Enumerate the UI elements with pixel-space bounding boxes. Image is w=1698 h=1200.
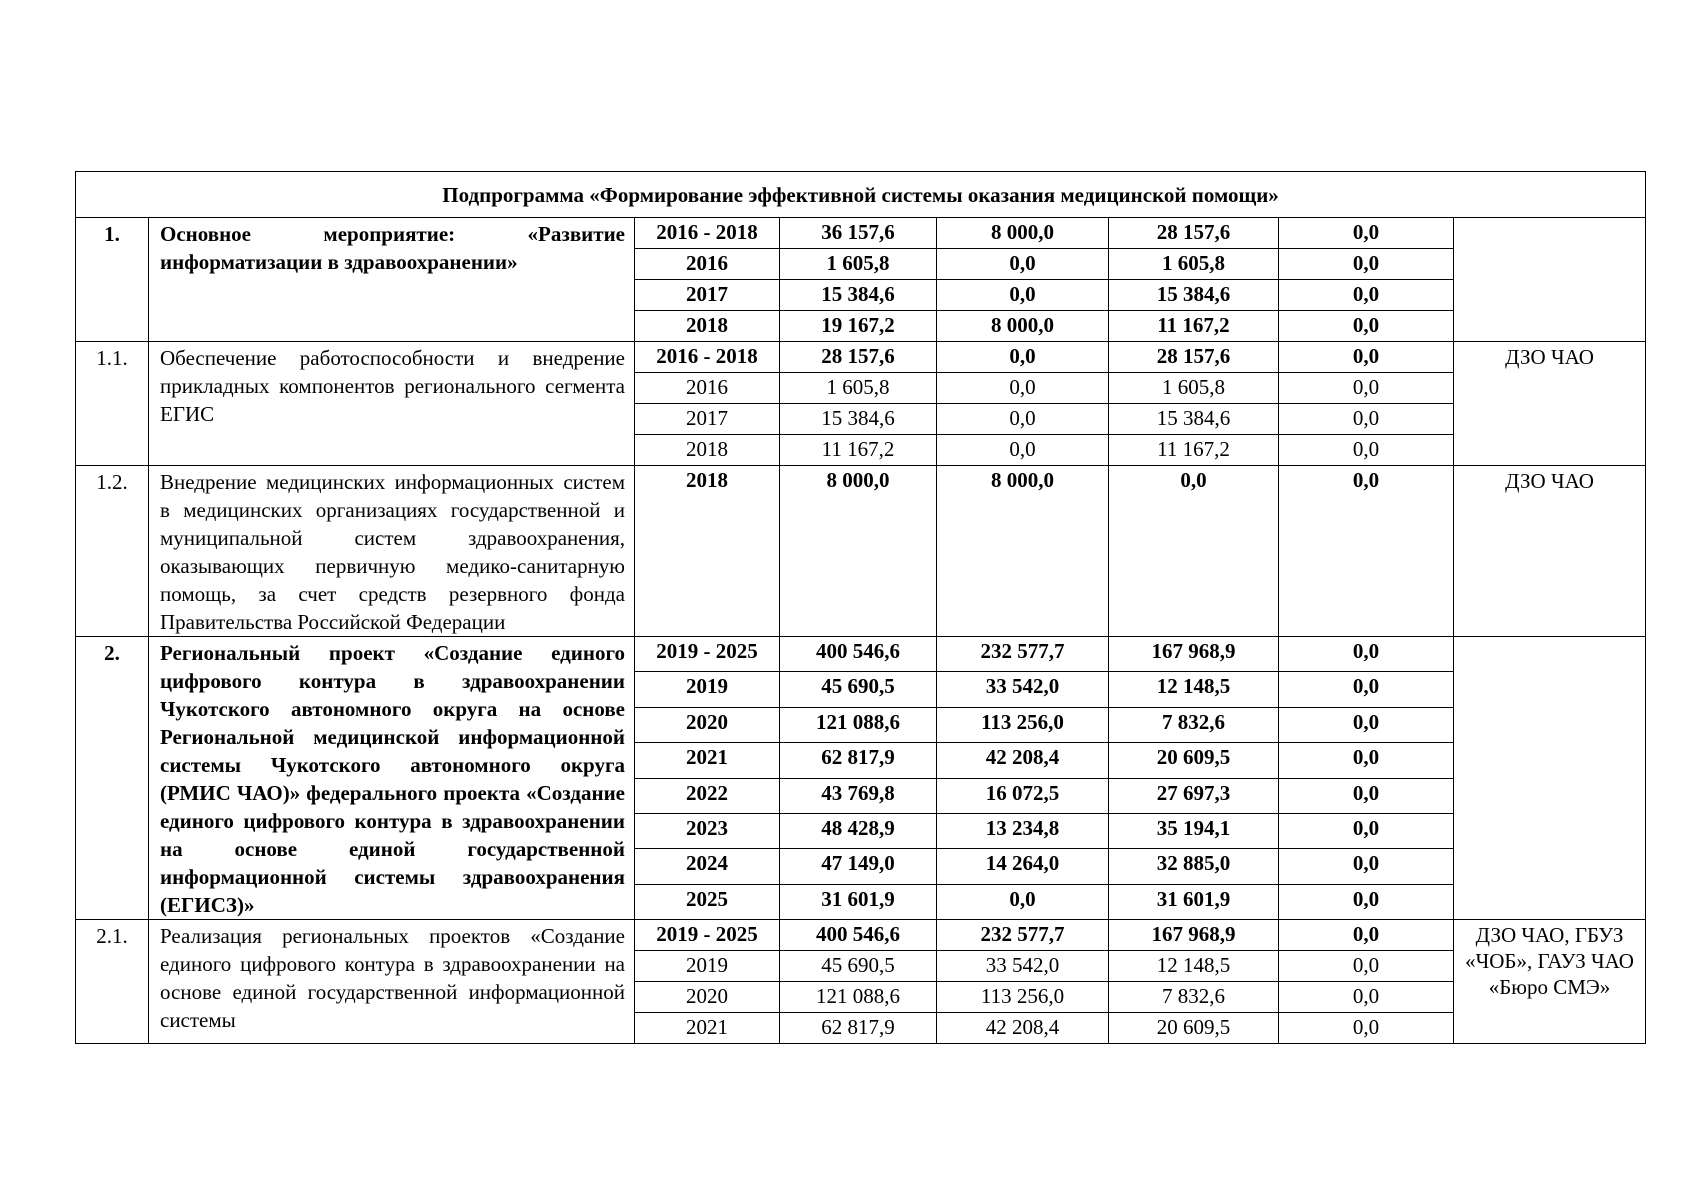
amount-regional: 1 605,8 [1109,249,1279,280]
item-description: Региональный проект «Создание единого цифрового контура в здравоохранении Чукотского автономного округа на основе Региональной медицинской информационной системы Чукотского автономного округа (РМИС ЧАО)» федерального проекта «Создание единого цифрового контура в здравоохранении на основе единой государственной информационной системы здравоохранения (ЕГИСЗ)» [149,637,635,920]
amount-federal: 8 000,0 [937,218,1109,249]
amount-total: 62 817,9 [780,1013,937,1044]
amount-total: 121 088,6 [780,982,937,1013]
amount-total: 47 149,0 [780,849,937,884]
amount-other: 0,0 [1279,743,1454,778]
table-row [76,342,1646,373]
amount-federal: 0,0 [937,884,1109,919]
amount-total: 45 690,5 [780,951,937,982]
executor-cell: ДЗО ЧАО [1454,342,1646,466]
amount-regional: 28 157,6 [1109,342,1279,373]
period-cell: 2018 [635,311,780,342]
amount-regional: 20 609,5 [1109,1013,1279,1044]
period-cell: 2019 - 2025 [635,637,780,672]
amount-other: 0,0 [1279,373,1454,404]
item-description: Обеспечение работоспособности и внедрение прикладных компонентов регионального сегмента ЕГИС [149,342,635,466]
amount-other: 0,0 [1279,849,1454,884]
amount-total: 45 690,5 [780,672,937,707]
executor-cell [1454,637,1646,920]
amount-total: 19 167,2 [780,311,937,342]
amount-federal: 232 577,7 [937,920,1109,951]
amount-regional: 12 148,5 [1109,672,1279,707]
amount-federal: 113 256,0 [937,982,1109,1013]
amount-regional: 1 605,8 [1109,373,1279,404]
amount-total: 31 601,9 [780,884,937,919]
amount-other: 0,0 [1279,637,1454,672]
table-row [76,637,1646,672]
amount-federal: 14 264,0 [937,849,1109,884]
amount-total: 28 157,6 [780,342,937,373]
amount-federal: 0,0 [937,373,1109,404]
amount-regional: 167 968,9 [1109,637,1279,672]
period-cell: 2016 - 2018 [635,342,780,373]
period-cell: 2017 [635,280,780,311]
item-number: 2.1. [76,920,149,1044]
executor-cell [1454,218,1646,342]
amount-federal: 8 000,0 [937,311,1109,342]
amount-regional: 0,0 [1109,466,1279,637]
period-cell: 2016 [635,249,780,280]
amount-federal: 13 234,8 [937,813,1109,848]
period-cell: 2018 [635,466,780,637]
amount-regional: 35 194,1 [1109,813,1279,848]
amount-regional: 7 832,6 [1109,707,1279,742]
period-cell: 2017 [635,404,780,435]
amount-total: 15 384,6 [780,404,937,435]
amount-other: 0,0 [1279,951,1454,982]
table-row [76,466,1646,637]
item-description: Реализация региональных проектов «Создание единого цифрового контура в здравоохранении на основе единой государственной информационной системы [149,920,635,1044]
period-cell: 2018 [635,435,780,466]
amount-other: 0,0 [1279,1013,1454,1044]
period-cell: 2022 [635,778,780,813]
subprogram-title: Подпрограмма «Формирование эффективной системы оказания медицинской помощи» [76,172,1646,218]
amount-regional: 167 968,9 [1109,920,1279,951]
amount-other: 0,0 [1279,342,1454,373]
amount-regional: 15 384,6 [1109,404,1279,435]
amount-total: 400 546,6 [780,920,937,951]
amount-total: 11 167,2 [780,435,937,466]
amount-federal: 0,0 [937,342,1109,373]
amount-federal: 113 256,0 [937,707,1109,742]
amount-total: 8 000,0 [780,466,937,637]
amount-total: 121 088,6 [780,707,937,742]
amount-federal: 8 000,0 [937,466,1109,637]
amount-other: 0,0 [1279,813,1454,848]
table-row [76,920,1646,951]
period-cell: 2020 [635,982,780,1013]
item-number: 1. [76,218,149,342]
amount-other: 0,0 [1279,466,1454,637]
period-cell: 2021 [635,743,780,778]
period-cell: 2020 [635,707,780,742]
amount-other: 0,0 [1279,435,1454,466]
period-cell: 2019 - 2025 [635,920,780,951]
amount-regional: 15 384,6 [1109,280,1279,311]
amount-other: 0,0 [1279,778,1454,813]
amount-other: 0,0 [1279,920,1454,951]
amount-federal: 0,0 [937,404,1109,435]
amount-regional: 31 601,9 [1109,884,1279,919]
item-number: 2. [76,637,149,920]
amount-total: 48 428,9 [780,813,937,848]
amount-federal: 0,0 [937,435,1109,466]
amount-other: 0,0 [1279,884,1454,919]
amount-federal: 16 072,5 [937,778,1109,813]
period-cell: 2019 [635,951,780,982]
table-row [76,218,1646,249]
amount-regional: 11 167,2 [1109,435,1279,466]
amount-federal: 33 542,0 [937,672,1109,707]
budget-table [75,171,1646,1044]
amount-federal: 33 542,0 [937,951,1109,982]
period-cell: 2024 [635,849,780,884]
amount-regional: 12 148,5 [1109,951,1279,982]
period-cell: 2021 [635,1013,780,1044]
amount-other: 0,0 [1279,672,1454,707]
item-description: Внедрение медицинских информационных систем в медицинских организациях государственной и муниципальной систем здравоохранения, оказывающих первичную медико-санитарную помощь, за счет средств резервного фонда Правительства Российской Федерации [149,466,635,637]
amount-other: 0,0 [1279,311,1454,342]
amount-total: 15 384,6 [780,280,937,311]
amount-total: 400 546,6 [780,637,937,672]
amount-regional: 28 157,6 [1109,218,1279,249]
amount-regional: 7 832,6 [1109,982,1279,1013]
amount-federal: 232 577,7 [937,637,1109,672]
amount-other: 0,0 [1279,404,1454,435]
executor-cell: ДЗО ЧАО, ГБУЗ «ЧОБ», ГАУЗ ЧАО «Бюро СМЭ» [1454,920,1646,1044]
period-cell: 2016 [635,373,780,404]
amount-total: 43 769,8 [780,778,937,813]
amount-total: 62 817,9 [780,743,937,778]
period-cell: 2025 [635,884,780,919]
amount-federal: 0,0 [937,280,1109,311]
period-cell: 2016 - 2018 [635,218,780,249]
executor-cell: ДЗО ЧАО [1454,466,1646,637]
amount-other: 0,0 [1279,707,1454,742]
period-cell: 2023 [635,813,780,848]
item-number: 1.1. [76,342,149,466]
amount-regional: 20 609,5 [1109,743,1279,778]
amount-federal: 42 208,4 [937,743,1109,778]
amount-federal: 42 208,4 [937,1013,1109,1044]
period-cell: 2019 [635,672,780,707]
subprogram-header-row [76,172,1646,218]
amount-other: 0,0 [1279,218,1454,249]
amount-regional: 27 697,3 [1109,778,1279,813]
amount-total: 1 605,8 [780,373,937,404]
amount-federal: 0,0 [937,249,1109,280]
amount-other: 0,0 [1279,982,1454,1013]
item-description: Основное мероприятие: «Развитие информатизации в здравоохранении» [149,218,635,342]
amount-other: 0,0 [1279,280,1454,311]
amount-other: 0,0 [1279,249,1454,280]
amount-total: 36 157,6 [780,218,937,249]
item-number: 1.2. [76,466,149,637]
amount-regional: 11 167,2 [1109,311,1279,342]
amount-total: 1 605,8 [780,249,937,280]
amount-regional: 32 885,0 [1109,849,1279,884]
